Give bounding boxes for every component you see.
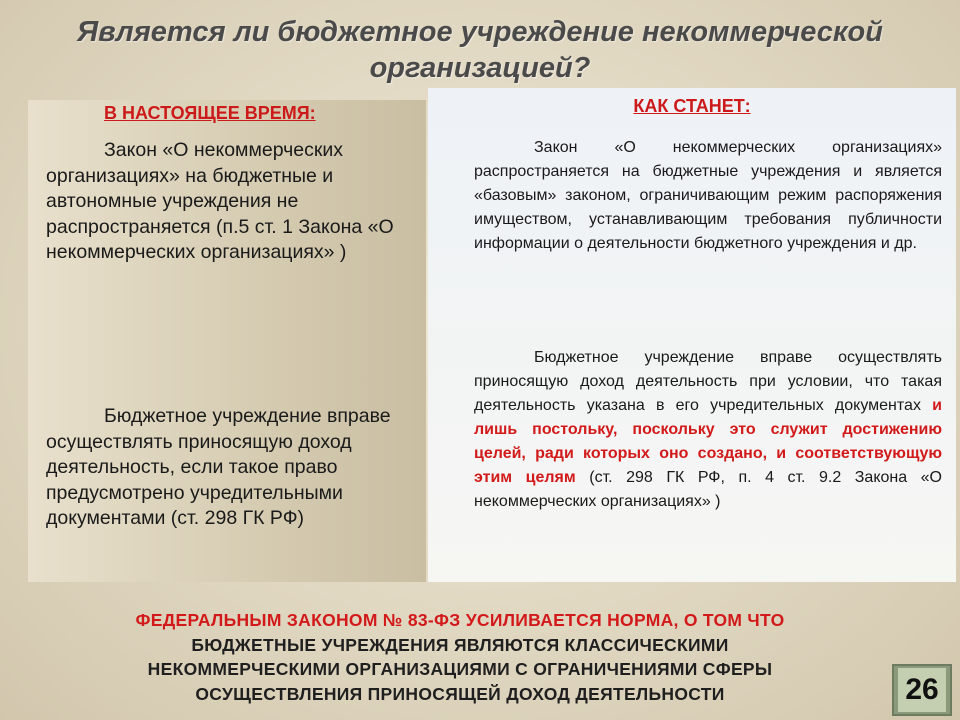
future-income-text-end: (ст. 298 ГК РФ, п. 4 ст. 9.2 Закона «О некоммерческих организациях» ) <box>474 469 943 510</box>
current-income-text: Бюджетное учреждение вправе осуществлять приносящую доход деятельность, если такое право предусмотрено учредительными документами (ст. 298 ГК РФ) <box>46 405 391 529</box>
slide-title <box>0 14 960 86</box>
future-income-condition-highlight: и лишь постольку, поскольку это служит достижению целей, ради которых оно создано, и соответствующую этим целям <box>474 397 942 486</box>
current-income-paragraph <box>46 404 430 532</box>
current-state-heading: В НАСТОЯЩЕЕ ВРЕМЯ: <box>104 103 316 123</box>
slide-title-line-2: организацией? <box>369 52 591 84</box>
federal-law-note-line-4: ОСУЩЕСТВЛЕНИЯ ПРИНОСЯЩЕЙ ДОХОД ДЕЯТЕЛЬНОСТИ <box>195 683 725 704</box>
slide-title-line-1: Является ли бюджетное учреждение некоммерческой <box>77 16 883 48</box>
federal-law-note <box>40 608 880 706</box>
future-income-text-start: Бюджетное учреждение вправе осуществлять приносящую доход деятельность при условии, что такая деятельность указана в его учредительных документах <box>474 349 942 414</box>
federal-law-note-line-2: БЮДЖЕТНЫЕ УЧРЕЖДЕНИЯ ЯВЛЯЮТСЯ КЛАССИЧЕСКИМИ <box>191 634 729 655</box>
future-income-paragraph <box>474 346 942 514</box>
federal-law-note-line-1: ФЕДЕРАЛЬНЫМ ЗАКОНОМ № 83-ФЗ УСИЛИВАЕТСЯ НОРМА, О ТОМ ЧТО <box>135 610 785 630</box>
future-state-heading: КАК СТАНЕТ: <box>633 96 751 116</box>
page-number: 26 <box>898 668 946 712</box>
future-law-paragraph <box>474 136 942 256</box>
future-law-text: Закон «О некоммерческих организациях» распространяется на бюджетные учреждения и является «базовым» законом, ограничивающим режим распоряжения имуществом, устанавливающим требования публичности информации о деятельности бюджетного учреждения и др. <box>474 139 942 252</box>
current-law-paragraph <box>46 138 430 266</box>
federal-law-note-line-3: НЕКОММЕРЧЕСКИМИ ОРГАНИЗАЦИЯМИ С ОГРАНИЧЕНИЯМИ СФЕРЫ <box>147 659 773 679</box>
current-law-text: Закон «О некоммерческих организациях» на бюджетные и автономные учреждения не распространяется (п.5 ст. 1 Закона «О некоммерческих организациях» ) <box>46 139 394 263</box>
